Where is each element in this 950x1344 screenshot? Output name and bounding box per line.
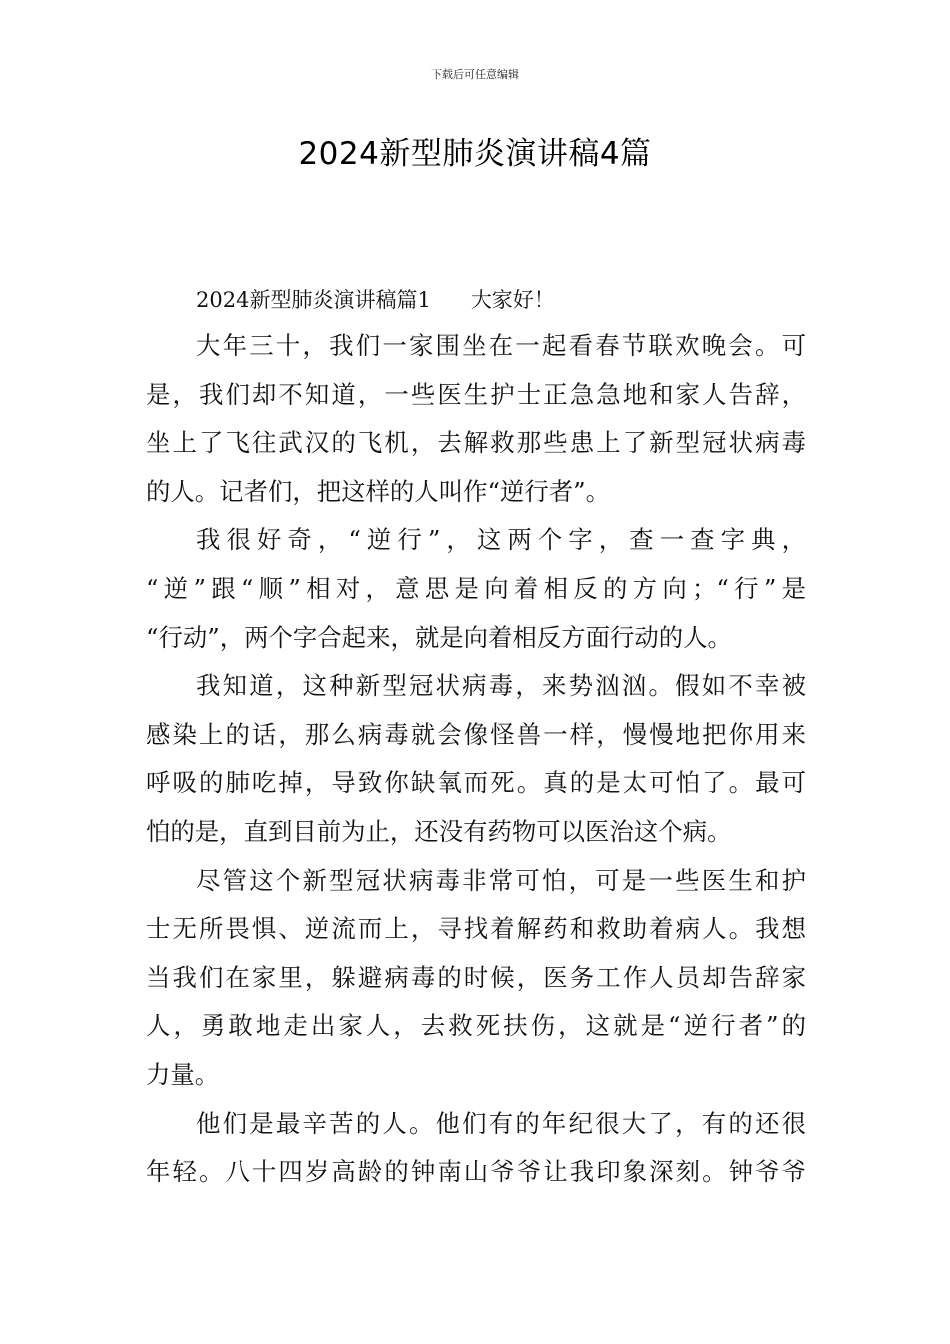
paragraph-list [146,322,806,1197]
document-body [146,278,806,1197]
paragraph-line: 大年三十，我们一家围坐在一起看春节联欢晚会。可 [196,331,806,360]
paragraph [146,322,806,516]
paragraph [146,662,806,856]
paragraph-line: 当我们在家里，躲避病毒的时候，医务工作人员却告辞家 [146,962,806,992]
section-heading-line [146,278,806,322]
paragraph-line: 年轻。八十四岁高龄的钟南山爷爷让我印象深刻。钟爷爷 [146,1157,806,1187]
paragraph-line: 人，勇敢地走出家人，去救死扶伤，这就是“逆行者”的 [146,1011,806,1041]
paragraph-line: “逆”跟“顺”相对，意思是向着相反的方向；“行”是 [146,573,806,603]
paragraph-line: “行动”，两个字合起来，就是向着相反方面行动的人。 [146,622,732,652]
paragraph-line: 力量。 [146,1059,220,1089]
paragraph-line: 是，我们却不知道，一些医生护士正急急地和家人告辞， [146,379,806,409]
paragraph-line: 我知道，这种新型冠状病毒，来势汹汹。假如不幸被 [196,671,806,701]
paragraph-line: 怕的是，直到目前为止，还没有药物可以医治这个病。 [146,816,732,846]
paragraph [146,857,806,1100]
paragraph-line: 感染上的话，那么病毒就会像怪兽一样，慢慢地把你用来 [146,719,806,749]
paragraph-line: 他们是最辛苦的人。他们有的年纪很大了，有的还很 [196,1108,806,1138]
greeting: 大家好！ [470,288,555,312]
paragraph-line: 士无所畏惧、逆流而上，寻找着解药和救助着病人。我想 [146,914,806,944]
paragraph-line: 我很好奇，“逆行”，这两个字，查一查字典， [196,525,806,555]
paragraph [146,516,806,662]
paragraph-line: 坐上了飞往武汉的飞机，去解救那些患上了新型冠状病毒 [146,428,806,458]
paragraph [146,1100,806,1197]
paragraph-line: 呼吸的肺吃掉，导致你缺氧而死。真的是太可怕了。最可 [146,768,806,798]
section-heading: 2024新型肺炎演讲稿篇1 [196,288,431,312]
header-note: 下载后可任意编辑 [431,68,519,81]
paragraph-line: 的人。记者们，把这样的人叫作“逆行者”。 [146,476,610,506]
paragraph-line: 尽管这个新型冠状病毒非常可怕，可是一些医生和护 [196,865,806,895]
page-title: 2024新型肺炎演讲稿4篇 [298,136,652,172]
